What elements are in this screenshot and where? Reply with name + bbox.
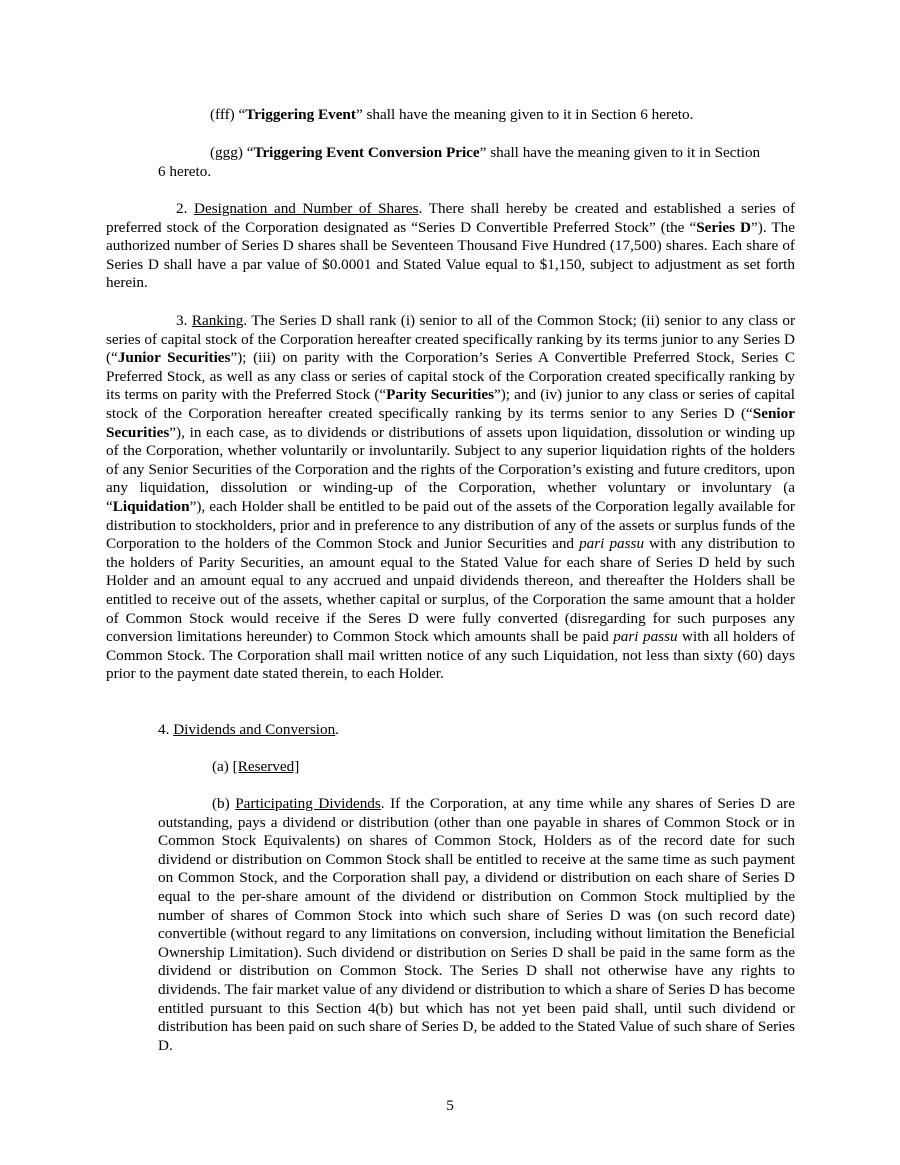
section-3-liquidation: Liquidation [112, 497, 190, 515]
section-3-ranking [106, 312, 795, 684]
section-3-text-3: ”); and (iv) junior to any class or series of capital stock of the Corporation hereafter created specifically ranking by its terms senior to any Series D (“ [106, 386, 795, 422]
section-3-text-6: with any distribution to the holders of Parity Securities, an amount equal to the Stated Value for each share of Series D held by such Holder and an amount equal to any accrued and unpaid dividends thereon, and thereafter the Holders shall be entitled to receive out of the assets, whether capital or surplus, of the Corporation the same amount that a holder of Common Stock would receive if the Seres D were fully converted (disregarding for such purposes any conversion limitations hereunder) to Common Stock which amounts shall be paid [106, 535, 796, 646]
section-3-pari-passu-2: pari passu [613, 628, 678, 646]
section-3-text-4: ”), in each case, as to dividends or distributions of assets upon liquidation, dissolution or winding up of the Corporation, whether voluntarily or involuntarily. Subject to any superior liquidation rights of the holders of any Senior Securities of the Corporation and the rights of the Corporation’s existing and future creditors, upon any liquidation, dissolution or winding-up of the Corporation, whether voluntary or involuntary (a “ [106, 423, 795, 515]
section-4b-heading: Participating Dividends [235, 795, 381, 812]
section-4a-reserved [212, 758, 795, 777]
fff-label: (fff) “ [210, 106, 246, 123]
section-2-text-1: . There shall hereby be created and established a series of preferred stock of the Corporation designated as “Series D Convertible Preferred Stock” (the “ [106, 200, 796, 236]
section-3-junior-securities: Junior Securities [117, 349, 231, 367]
section-4-number: 4. [158, 721, 174, 738]
page-number: 5 [446, 1097, 454, 1114]
section-3-heading: Ranking [191, 312, 244, 329]
section-4a-heading: [Reserved] [232, 758, 300, 775]
section-3-text-7: with all holders of Common Stock. The Corporation shall mail written notice of any such Liquidation, not less than sixty (60) days prior to the payment date stated therein, to each Holder. [106, 628, 795, 683]
section-2-heading: Designation and Number of Shares [193, 200, 419, 217]
definition-ggg [106, 144, 795, 181]
section-4b-number: (b) [212, 795, 236, 812]
section-4a-number: (a) [212, 758, 233, 775]
ggg-term: Triggering Event Conversion Price [253, 144, 480, 161]
section-3-text-1: . The Series D shall rank (i) senior to all of the Common Stock; (ii) senior to any class or series of capital stock of the Corporation hereafter created specifically ranking by its terms junior to any Series D (“ [106, 312, 795, 367]
section-3-parity-securities: Parity Securities [386, 386, 494, 404]
fff-term: Triggering Event [245, 106, 356, 123]
ggg-rest-2: 6 hereto. [158, 162, 212, 180]
section-4b-text: . If the Corporation, at any time while any shares of Series D are outstanding, pays a dividend or distribution (other than one payable in shares of Common Stock or in Common Stock Equivalents) on shares of Common Stock, Holders as of the record date for such dividend or distribution on Common Stock shall be entitled to receive at the same time as such payment on Common Stock, and the Corporation shall pay, a dividend or distribution on each share of Series D equal to the per-share amount of the dividend or distribution on Common Stock multiplied by the number of shares of Common Stock into which such share of Series D was (on such record date) convertible (without regard to any limitations on conversion, including without limitation the Beneficial Ownership Limitation). Such dividend or distribution on Series D shall be paid in the same form as the dividend or distribution on Common Stock. The Series D shall not otherwise have any rights to dividends. The fair market value of any dividend or distribution to which a share of Series D has become entitled pursuant to this Section 4(b) but which has not yet been paid shall, until such dividend or distribution has been paid on such share of Series D, be added to the Stated Value of such share of Series D. [158, 795, 795, 1054]
section-4b-participating-dividends [158, 795, 795, 1055]
section-2-text-2: ”). The authorized number of Series D shares shall be Seventeen Thousand Five Hundred (17,500) shares. Each share of Series D shall have a par value of $0.0001 and Stated Value equal to $1,150, subject to adjustment as set forth herein. [106, 218, 795, 292]
section-4-heading-line [158, 721, 795, 740]
section-3-text-5: ”), each Holder shall be entitled to be paid out of the assets of the Corporation legally available for distribution to stockholders, prior and in preference to any distribution of any of the assets or surplus funds of the Corporation to the holders of the Common Stock and Junior Securities and [106, 497, 795, 553]
section-2-designation [106, 200, 795, 293]
section-3-text-2: ”); (iii) on parity with the Corporation’s Series A Convertible Preferred Stock, Series C Preferred Stock, as well as any class or series of capital stock of the Corporation created specifically ranking by its terms on parity with the Preferred Stock (“ [106, 349, 795, 404]
section-4-heading: Dividends and Conversion [173, 721, 336, 738]
section-3-senior-securities: Senior Securities [106, 404, 795, 441]
section-2-defined-series-d: Series D [696, 218, 752, 236]
section-2-number: 2. [176, 200, 194, 217]
section-4-dot: . [335, 721, 339, 738]
ggg-rest-1: ” shall have the meaning given to it in Section [479, 144, 761, 161]
definition-fff [210, 106, 795, 125]
ggg-label: (ggg) “ [210, 144, 254, 161]
section-3-pari-passu-1: pari passu [579, 535, 645, 553]
section-3-number: 3. [176, 312, 192, 329]
fff-rest: ” shall have the meaning given to it in Section 6 hereto. [355, 106, 694, 123]
